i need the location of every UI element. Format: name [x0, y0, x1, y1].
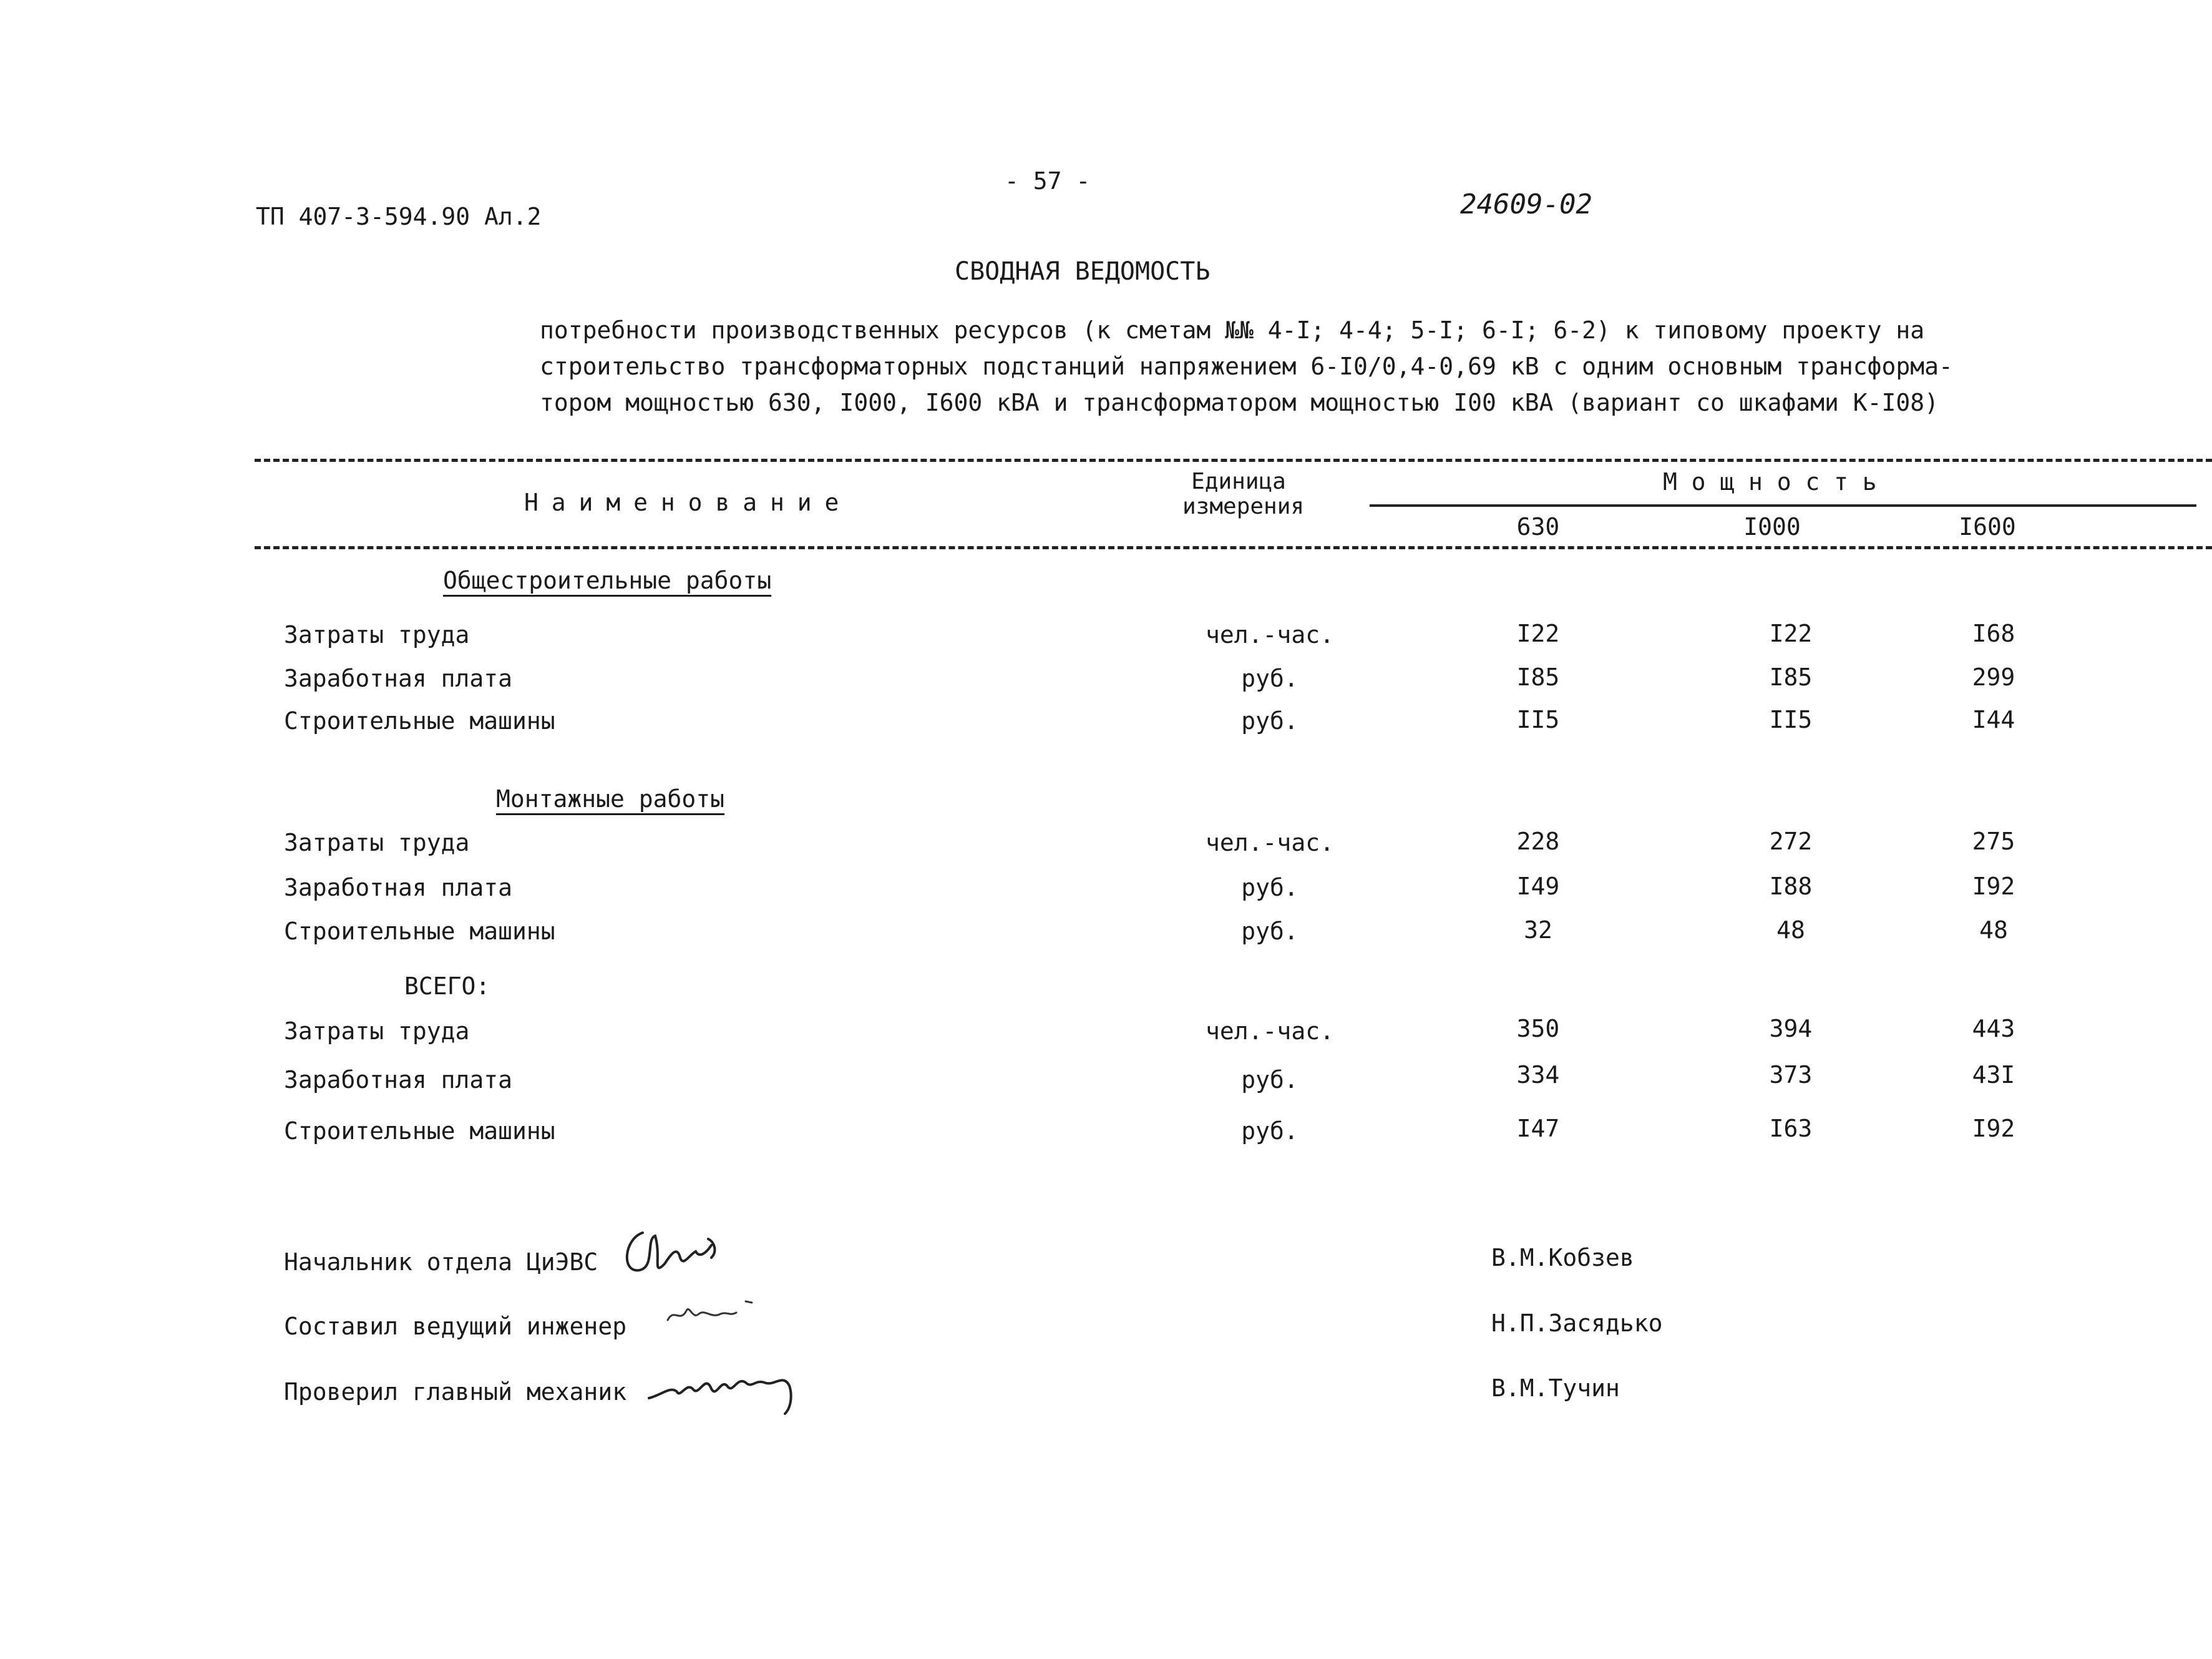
column-header-power: Мощность	[1663, 468, 1891, 496]
document-code: ТП 407-3-594.90 Ал.2	[256, 203, 542, 230]
row-unit: руб.	[1241, 1066, 1298, 1094]
row-label: Заработная плата	[284, 1066, 513, 1094]
cell-value: I63	[1769, 1115, 1813, 1142]
cell-value: 48	[1979, 916, 2008, 944]
power-header-rule	[1370, 504, 2196, 507]
row-label: Заработная плата	[284, 874, 513, 901]
signature-role: Составил ведущий инженер	[284, 1313, 627, 1340]
table-top-rule	[255, 459, 2212, 462]
section-title-total: ВСЕГО:	[404, 972, 490, 1000]
document-title: СВОДНАЯ ВЕДОМОСТЬ	[955, 257, 1211, 286]
section-title: Общестроительные работы	[443, 567, 772, 594]
cell-value: I92	[1972, 1115, 2015, 1142]
table-header-bottom-rule	[255, 546, 2212, 549]
column-header-630: 630	[1516, 513, 1560, 541]
page-number: - 57 -	[1005, 167, 1091, 195]
cell-value: 443	[1972, 1015, 2015, 1042]
subtitle-line: тором мощностью 630, I000, I600 кВА и трансформатором мощностью I00 кВА (вариант со шкафами К-I08)	[540, 389, 1939, 416]
cell-value: II5	[1769, 706, 1813, 733]
subtitle-line: потребности производственных ресурсов (к сметам №№ 4-I; 4-4; 5-I; 6-I; 6-2) к типовому проекту на	[540, 316, 1925, 344]
handwritten-signature	[643, 1361, 811, 1423]
signature-role: Проверил главный механик	[284, 1378, 627, 1406]
cell-value: I68	[1972, 620, 2015, 647]
cell-value: I44	[1972, 706, 2015, 733]
row-unit: чел.-час.	[1206, 829, 1334, 856]
cell-value: 394	[1769, 1015, 1813, 1042]
cell-value: 299	[1972, 663, 2015, 691]
signature-role: Начальник отдела ЦиЭВС	[284, 1248, 598, 1276]
row-label: Строительные машины	[284, 707, 555, 735]
subtitle-line: строительство трансформаторных подстанций напряжением 6-I0/0,4-0,69 кВ с одним основным трансформа-	[540, 353, 1953, 380]
cell-value: I49	[1516, 873, 1560, 900]
cell-value: 334	[1516, 1061, 1560, 1089]
cell-value: I47	[1516, 1115, 1560, 1142]
row-label: Затраты труда	[284, 829, 470, 856]
cell-value: 43I	[1972, 1061, 2015, 1089]
cell-value: I22	[1516, 620, 1560, 647]
row-unit: руб.	[1241, 918, 1298, 945]
cell-value: I85	[1769, 663, 1813, 691]
cell-value: I22	[1769, 620, 1813, 647]
cell-value: 272	[1769, 828, 1813, 855]
column-header-1600: I600	[1959, 513, 2016, 541]
cell-value: 228	[1516, 828, 1560, 855]
cell-value: 350	[1516, 1015, 1560, 1042]
handwritten-signature	[661, 1295, 767, 1333]
cell-value: 48	[1776, 916, 1805, 944]
album-number: 24609-02	[1460, 188, 1592, 220]
row-label: Затраты труда	[284, 1017, 470, 1045]
cell-value: 32	[1524, 916, 1552, 944]
cell-value: 275	[1972, 828, 2015, 855]
cell-value: I88	[1769, 873, 1813, 900]
row-label: Строительные машины	[284, 918, 555, 945]
row-label: Затраты труда	[284, 621, 470, 648]
signatory-name: В.М.Кобзев	[1491, 1244, 1634, 1271]
signatory-name: Н.П.Засядько	[1491, 1309, 1663, 1337]
row-unit: руб.	[1241, 665, 1298, 692]
cell-value: 373	[1769, 1061, 1813, 1089]
cell-value: II5	[1516, 706, 1560, 733]
column-header-1000: I000	[1743, 513, 1801, 541]
section-title: Монтажные работы	[496, 785, 725, 813]
column-header-name: Наименование	[524, 489, 852, 516]
row-unit: руб.	[1241, 1117, 1298, 1145]
handwritten-signature	[618, 1220, 743, 1289]
signatory-name: В.М.Тучин	[1491, 1374, 1620, 1402]
row-unit: чел.-час.	[1206, 621, 1334, 648]
row-unit: чел.-час.	[1206, 1017, 1334, 1045]
column-header-unit: Единица измерения	[1182, 469, 1305, 519]
document-subtitle	[540, 312, 1953, 421]
row-unit: руб.	[1241, 874, 1298, 901]
cell-value: I92	[1972, 873, 2015, 900]
row-label: Заработная плата	[284, 665, 513, 692]
row-unit: руб.	[1241, 707, 1298, 735]
row-label: Строительные машины	[284, 1117, 555, 1145]
cell-value: I85	[1516, 663, 1560, 691]
